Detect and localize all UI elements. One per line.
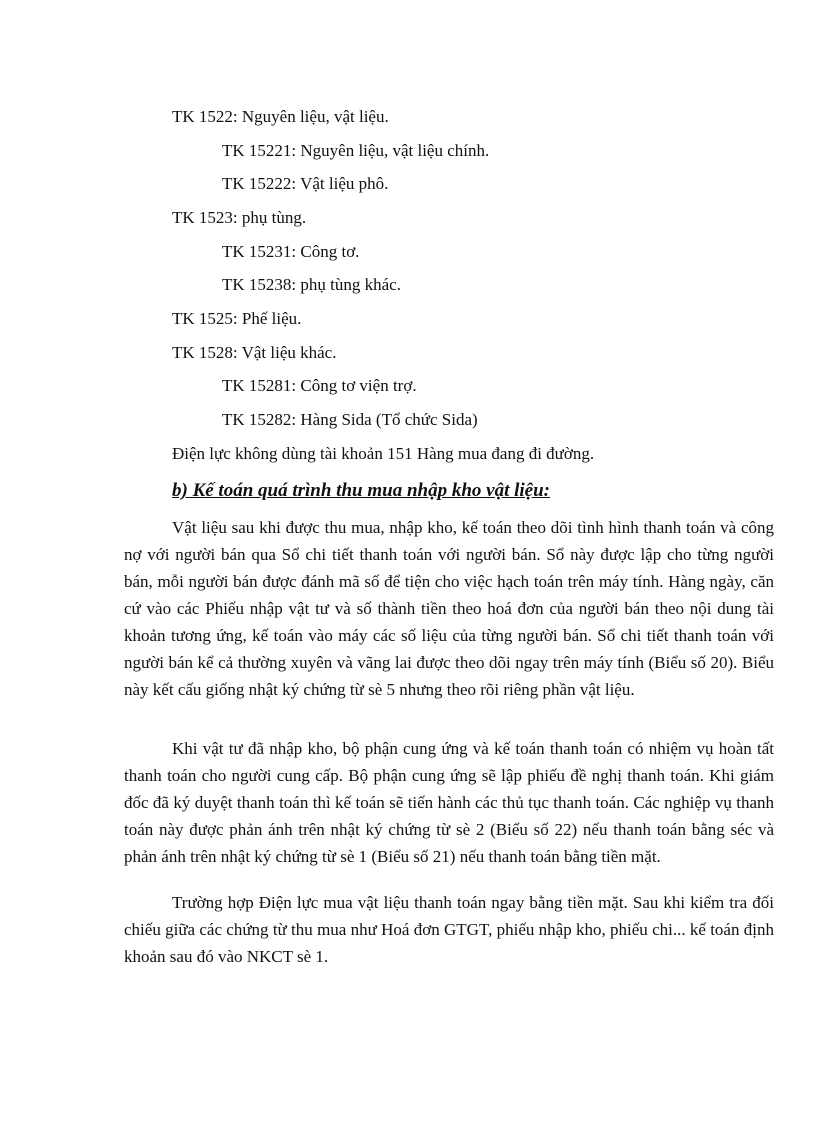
- account-15222: TK 15222: Vật liệu phô.: [222, 174, 389, 193]
- account-15231: TK 15231: Công tơ.: [222, 242, 360, 261]
- paragraph-1: Vật liệu sau khi được thu mua, nhập kho, kế toán theo dõi tình hình thanh toán và công nợ với người bán qua Sổ chi tiết thanh toán với người bán. Sổ này được lập cho từng người bán, mỗi người bán được đánh mã số để tiện cho việc hạch toán trên máy tính. Hàng ngày, căn cứ vào các Phiếu nhập vật tư và số thành tiền theo hoá đơn của người bán theo nội dung tài khoản tương ứng, kế toán vào máy các số liệu của từng người bán. Sổ chi tiết thanh toán với người bán kể cả thường xuyên và vãng lai được theo dõi ngay trên máy tính (Biểu số 20). Biểu này kết cấu giống nhật ký chứng từ sè 5 nhưng theo rõi riêng phần vật liệu.: [124, 518, 774, 699]
- paragraph-3: Trường hợp Điện lực mua vật liệu thanh toán ngay bằng tiền mặt. Sau khi kiểm tra đối chiếu giữa các chứng từ thu mua như Hoá đơn GTGT, phiếu nhập kho, phiếu chi... kế toán định khoản sau đó vào NKCT sè 1.: [124, 893, 774, 966]
- account-1525: TK 1525: Phế liệu.: [172, 309, 302, 328]
- account-1522: TK 1522: Nguyên liệu, vật liệu.: [172, 107, 389, 126]
- account-15282: TK 15282: Hàng Sida (Tổ chức Sida): [222, 410, 478, 429]
- account-1528: TK 1528: Vật liệu khác.: [172, 343, 337, 362]
- account-15281: TK 15281: Công tơ viện trợ.: [222, 376, 417, 395]
- account-note: Điện lực không dùng tài khoản 151 Hàng mua đang đi đường.: [172, 444, 595, 463]
- account-15238: TK 15238: phụ tùng khác.: [222, 275, 401, 294]
- account-1523: TK 1523: phụ tùng.: [172, 208, 307, 227]
- account-15221: TK 15221: Nguyên liệu, vật liệu chính.: [222, 141, 490, 160]
- section-heading: b) Kế toán quá trình thu mua nhập kho vật liệu:: [172, 480, 550, 501]
- paragraph-2: Khi vật tư đã nhập kho, bộ phận cung ứng và kế toán thanh toán có nhiệm vụ hoàn tất thanh toán cho người cung cấp. Bộ phận cung ứng sẽ lập phiếu đề nghị thanh toán. Khi giám đốc đã ký duyệt thanh toán thì kế toán sẽ tiến hành các thủ tục thanh toán. Các nghiệp vụ thanh toán này được phản ánh trên nhật ký chứng từ sè 2 (Biểu số 22) nếu thanh toán bằng séc và phản ánh trên nhật ký chứng từ sè 1 (Biểu số 21) nếu thanh toán bằng tiền mặt.: [124, 739, 774, 866]
